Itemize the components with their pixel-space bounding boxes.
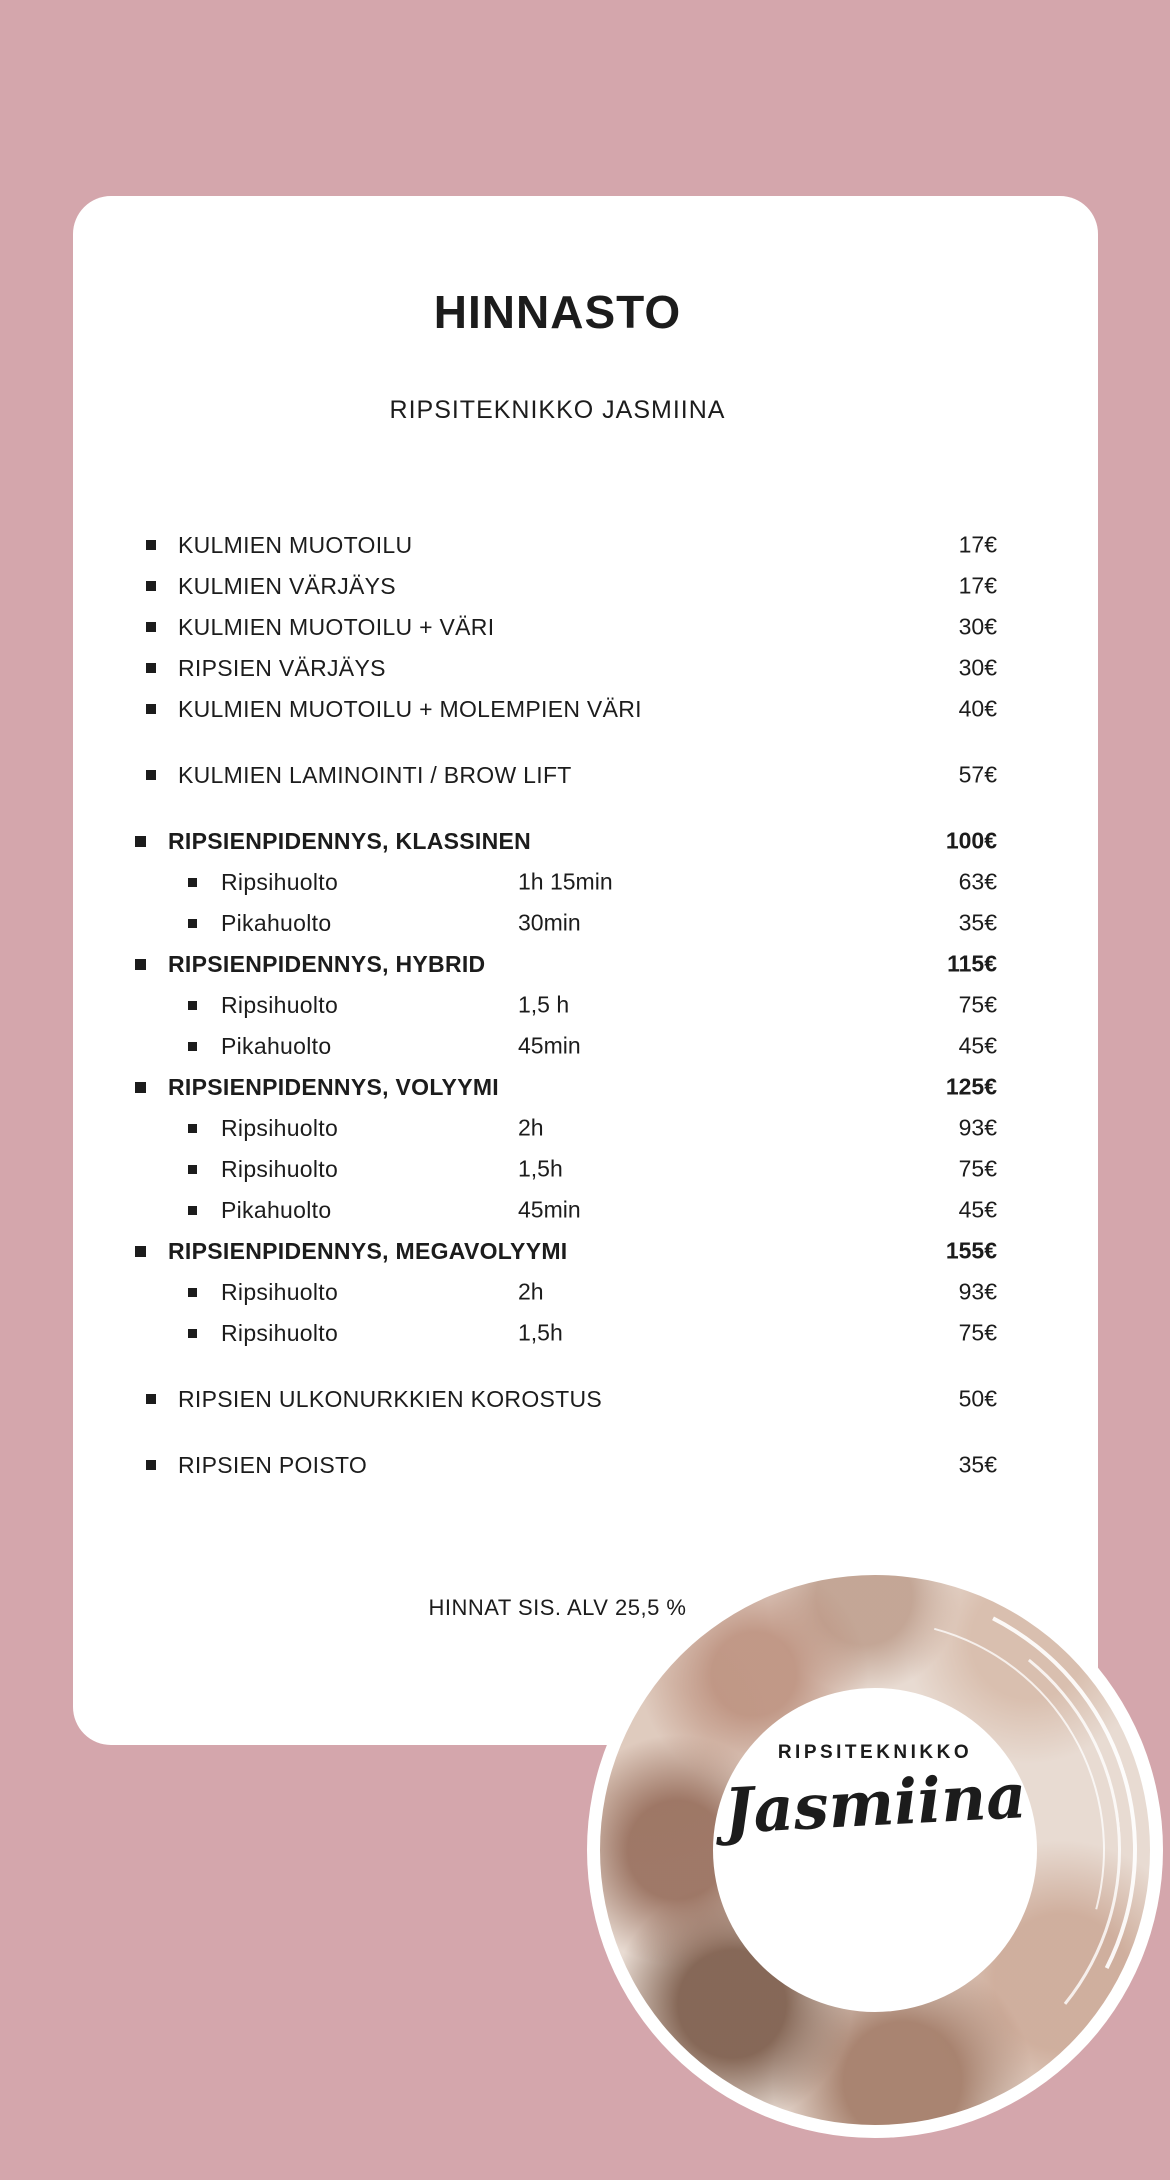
row-label: Ripsihuolto <box>221 1278 339 1305</box>
row-duration: 2h <box>518 1114 544 1141</box>
row-price: 30€ <box>958 654 997 681</box>
row-price: 45€ <box>958 1196 997 1223</box>
bullet-square-icon <box>146 1394 156 1404</box>
price-row <box>118 1067 997 1108</box>
bullet-square-icon <box>188 1124 197 1133</box>
row-duration: 30min <box>518 909 581 936</box>
row-price: 93€ <box>958 1278 997 1305</box>
row-label: KULMIEN MUOTOILU + VÄRI <box>178 613 495 640</box>
bullet-square-icon <box>146 704 156 714</box>
row-price: 17€ <box>958 572 997 599</box>
price-row <box>118 903 997 944</box>
price-row <box>118 1149 997 1190</box>
row-duration: 2h <box>518 1278 544 1305</box>
row-price: 75€ <box>958 1155 997 1182</box>
row-label: Ripsihuolto <box>221 1155 339 1182</box>
price-row <box>118 648 997 689</box>
bullet-square-icon <box>146 663 156 673</box>
bullet-square-icon <box>146 770 156 780</box>
row-price: 75€ <box>958 1319 997 1346</box>
price-row <box>118 821 997 862</box>
row-duration: 1,5 h <box>518 991 570 1018</box>
row-label: RIPSIENPIDENNYS, KLASSINEN <box>168 827 532 854</box>
bullet-square-icon <box>135 1082 146 1093</box>
price-row <box>118 566 997 607</box>
row-label: RIPSIEN ULKONURKKIEN KOROSTUS <box>178 1385 603 1412</box>
row-label: Ripsihuolto <box>221 868 339 895</box>
price-row <box>118 689 997 730</box>
card-content <box>73 196 1098 1621</box>
price-row <box>118 1108 997 1149</box>
bullet-square-icon <box>146 581 156 591</box>
page-subtitle: RIPSITEKNIKKO JASMIINA <box>389 395 726 424</box>
row-price: 100€ <box>945 827 997 854</box>
price-row <box>118 1231 997 1272</box>
price-row <box>118 985 997 1026</box>
brand-logo <box>587 1562 1163 2138</box>
row-price: 115€ <box>947 950 997 977</box>
row-label: RIPSIEN POISTO <box>178 1451 368 1478</box>
vat-note: HINNAT SIS. ALV 25,5 % <box>428 1594 687 1620</box>
price-row <box>118 1190 997 1231</box>
row-label: Pikahuolto <box>221 1196 332 1223</box>
row-price: 17€ <box>958 531 997 558</box>
price-row <box>118 1272 997 1313</box>
row-price: 35€ <box>958 1451 997 1478</box>
row-label: Pikahuolto <box>221 1032 332 1059</box>
bullet-square-icon <box>135 1246 146 1257</box>
row-price: 125€ <box>945 1073 997 1100</box>
row-price: 57€ <box>958 761 997 788</box>
bullet-square-icon <box>146 540 156 550</box>
row-price: 35€ <box>958 909 997 936</box>
row-duration: 1,5h <box>518 1319 563 1346</box>
bullet-square-icon <box>146 622 156 632</box>
row-label: KULMIEN VÄRJÄYS <box>178 572 396 599</box>
price-card <box>73 196 1098 1745</box>
bullet-square-icon <box>188 1288 197 1297</box>
row-price: 93€ <box>958 1114 997 1141</box>
row-label: RIPSIENPIDENNYS, MEGAVOLYYMI <box>168 1237 568 1264</box>
row-price: 40€ <box>958 695 997 722</box>
price-row <box>118 1379 997 1420</box>
row-label: Ripsihuolto <box>221 1114 339 1141</box>
price-row <box>118 1445 997 1486</box>
price-row <box>118 944 997 985</box>
bullet-square-icon <box>188 1001 197 1010</box>
row-label: RIPSIEN VÄRJÄYS <box>178 654 386 681</box>
row-price: 50€ <box>958 1385 997 1412</box>
row-price: 30€ <box>958 613 997 640</box>
row-label: Ripsihuolto <box>221 1319 339 1346</box>
row-label: RIPSIENPIDENNYS, VOLYYMI <box>168 1073 499 1100</box>
row-price: 75€ <box>958 991 997 1018</box>
bullet-square-icon <box>135 836 146 847</box>
brand-name-script: Jasmiina <box>722 1758 1028 1848</box>
row-duration: 1h 15min <box>518 868 613 895</box>
bullet-square-icon <box>188 1329 197 1338</box>
row-label: Ripsihuolto <box>221 991 339 1018</box>
bullet-square-icon <box>188 919 197 928</box>
logo-text <box>722 1741 1028 1848</box>
brand-name-top: RIPSITEKNIKKO <box>777 1741 973 1763</box>
price-row <box>118 755 997 796</box>
price-row <box>118 1313 997 1354</box>
bullet-square-icon <box>188 1165 197 1174</box>
row-price: 155€ <box>945 1237 997 1264</box>
row-label: Pikahuolto <box>221 909 332 936</box>
row-label: KULMIEN LAMINOINTI / BROW LIFT <box>178 761 572 788</box>
price-row <box>118 1026 997 1067</box>
row-price: 45€ <box>958 1032 997 1059</box>
row-label: KULMIEN MUOTOILU <box>178 531 413 558</box>
bullet-square-icon <box>135 959 146 970</box>
bullet-square-icon <box>146 1460 156 1470</box>
bullet-square-icon <box>188 1042 197 1051</box>
row-label: RIPSIENPIDENNYS, HYBRID <box>168 950 486 977</box>
page-title: HINNASTO <box>433 286 682 338</box>
price-list <box>118 525 997 1486</box>
bullet-square-icon <box>188 1206 197 1215</box>
logo-inner-circle <box>713 1688 1037 2012</box>
row-duration: 45min <box>518 1196 581 1223</box>
row-label: KULMIEN MUOTOILU + MOLEMPIEN VÄRI <box>178 695 642 722</box>
price-row <box>118 607 997 648</box>
row-duration: 45min <box>518 1032 581 1059</box>
bullet-square-icon <box>188 878 197 887</box>
row-duration: 1,5h <box>518 1155 563 1182</box>
price-row <box>118 525 997 566</box>
price-row <box>118 862 997 903</box>
row-price: 63€ <box>958 868 997 895</box>
